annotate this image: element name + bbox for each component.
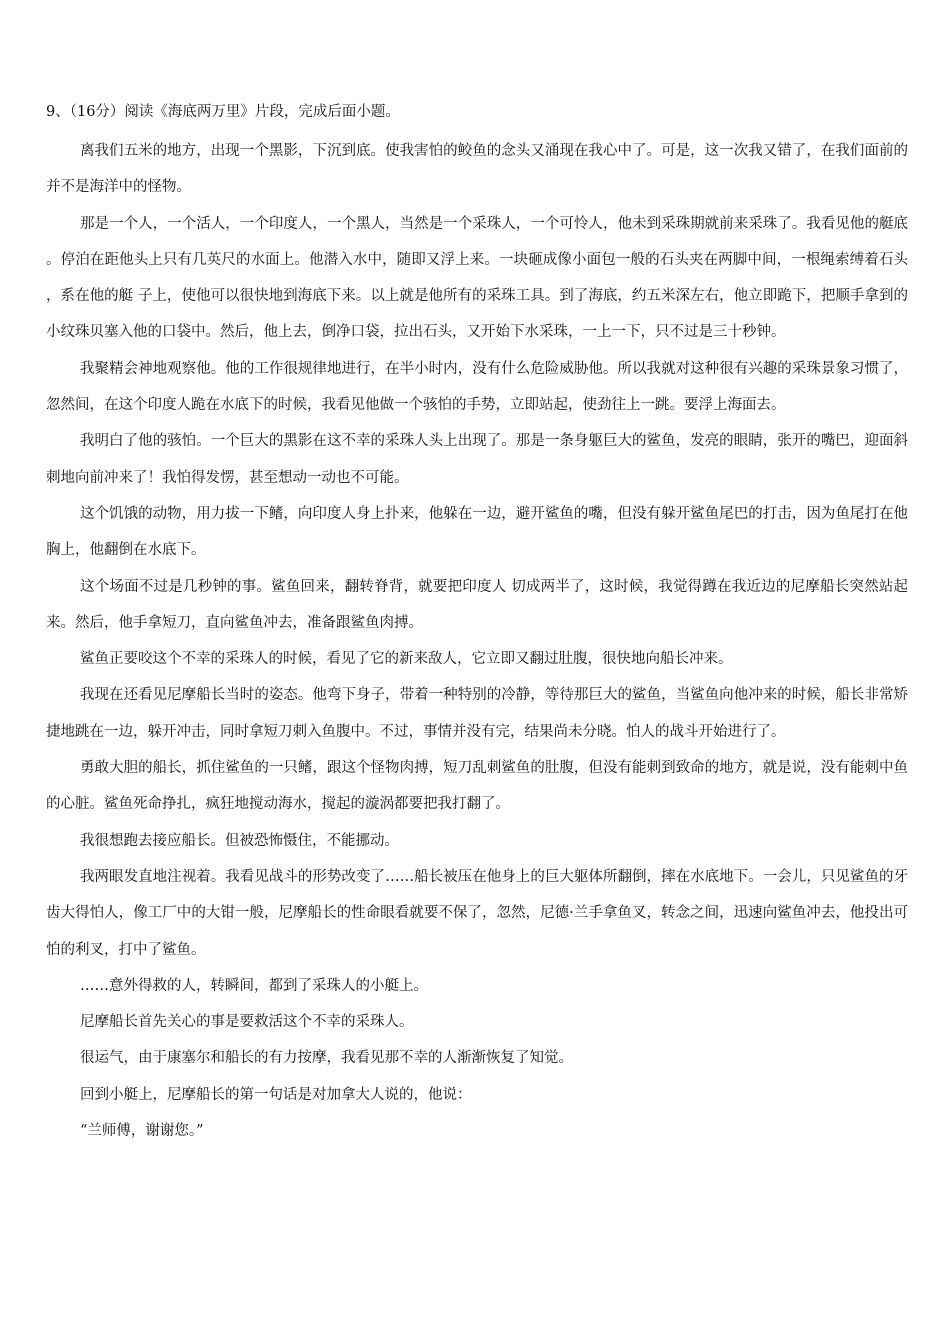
passage-paragraph: 很运气，由于康塞尔和船长的有力按摩，我看见那不幸的人渐渐恢复了知觉。	[80, 1050, 573, 1067]
question-number: 9、	[46, 104, 70, 120]
passage-paragraph: 回到小艇上，尼摩船长的第一句话是对加拿大人说的，他说：	[80, 1086, 472, 1103]
passage-paragraph: ……意外得救的人，转瞬间，都到了采珠人的小艇上。	[80, 977, 428, 994]
question-title: （16分）阅读《海底两万里》片段，完成后面小题。	[69, 104, 400, 120]
passage-paragraph: 鲨鱼正要咬这个不幸的采珠人的时候，看见了它的新来敌人，它立即又翻过肚腹，很快地向船长冲来。	[80, 651, 733, 668]
passage-paragraph: 那是一个人，一个活人，一个印度人，一个黑人，当然是一个采珠人，一个可怜人，他未到采珠期就前来采珠了。我看见他的艇底。停泊在距他头上只有几英尺的水面上。他潜入水中，随即又浮上来。一块砸成像小面包一般的石头夹在两脚中间，一根绳索缚着石头，系在他的艇 子上，使他可以很快地到海底下来。以上就是他所有的采珠工具。到了海底，约五米深左右，他立即跪下，把顺手拿到的小纹珠贝塞入他的口袋中。然后，他上去，倒净口袋，拉出石头，又开始下水采珠，一上一下，只不过是三十秒钟。	[46, 215, 908, 341]
passage-paragraph: 我两眼发直地注视着。我看见战斗的形势改变了……船长被压在他身上的巨大躯体所翻倒，摔在水底地下。一会儿，只见鲨鱼的牙齿大得怕人，像工厂中的大钳一般，尼摩船长的性命眼看就要不保了，忽然，尼德·兰手拿鱼叉，转念之间，迅速向鲨鱼冲去，他投出可怕的利叉，打中了鲨鱼。	[46, 868, 908, 958]
passage-paragraph: 离我们五米的地方，出现一个黑影，下沉到底。使我害怕的鲛鱼的念头又涌现在我心中了。可是，这一次我又错了，在我们面前的并不是海洋中的怪物。	[46, 143, 908, 196]
passage-paragraph: “兰师傅，谢谢您。”	[80, 1123, 204, 1140]
reading-passage	[46, 133, 908, 1149]
passage-paragraph: 尼摩船长首先关心的事是要救活这个不幸的采珠人。	[80, 1014, 414, 1031]
passage-paragraph: 我明白了他的骇怕。一个巨大的黑影在这不幸的采珠人头上出现了。那是一条身躯巨大的鲨鱼，发亮的眼睛，张开的嘴巴，迎面斜刺地向前冲来了！我怕得发愣，甚至想动一动也不可能。	[46, 433, 908, 486]
passage-paragraph: 这个饥饿的动物，用力拔一下鳍，向印度人身上扑来，他躲在一边，避开鲨鱼的嘴，但没有躲开鲨鱼尾巴的打击，因为鱼尾打在他胸上，他翻倒在水底下。	[46, 505, 908, 559]
passage-paragraph: 这个场面不过是几秒钟的事。鲨鱼回来，翻转脊背，就要把印度人 切成两半了，这时候，我觉得蹲在我近边的尼摩船长突然站起来。然后，他手拿短刀，直向鲨鱼冲去，准备跟鲨鱼肉搏。	[46, 578, 908, 631]
passage-paragraph: 我现在还看见尼摩船长当时的姿态。他弯下身子，带着一种特别的冷静，等待那巨大的鲨鱼，当鲨鱼向他冲来的时候，船长非常矫捷地跳在一边，躲开冲击，同时拿短刀刺入鱼腹中。不过，事情并没有完，结果尚未分晓。怕人的战斗开始进行了。	[46, 687, 908, 740]
passage-paragraph: 我很想跑去接应船长。但被恐怖慑住，不能挪动。	[80, 832, 399, 849]
passage-paragraph: 我聚精会神地观察他。他的工作很规律地进行，在半小时内，没有什么危险威胁他。所以我就对这种很有兴趣的采珠景象习惯了，忽然间，在这个印度人跪在水底下的时候，我看见他做一个骇怕的手势，立即站起，使劲往上一跳。要浮上海面去。	[46, 360, 908, 414]
question-heading	[46, 100, 906, 124]
passage-paragraph: 勇敢大胆的船长，抓住鲨鱼的一只鳍，跟这个怪物肉搏，短刀乱刺鲨鱼的肚腹，但没有能刺到致命的地方，就是说，没有能刺中鱼的心脏。鲨鱼死命挣扎，疯狂地搅动海水，搅起的漩涡都要把我打翻了。	[46, 760, 908, 813]
